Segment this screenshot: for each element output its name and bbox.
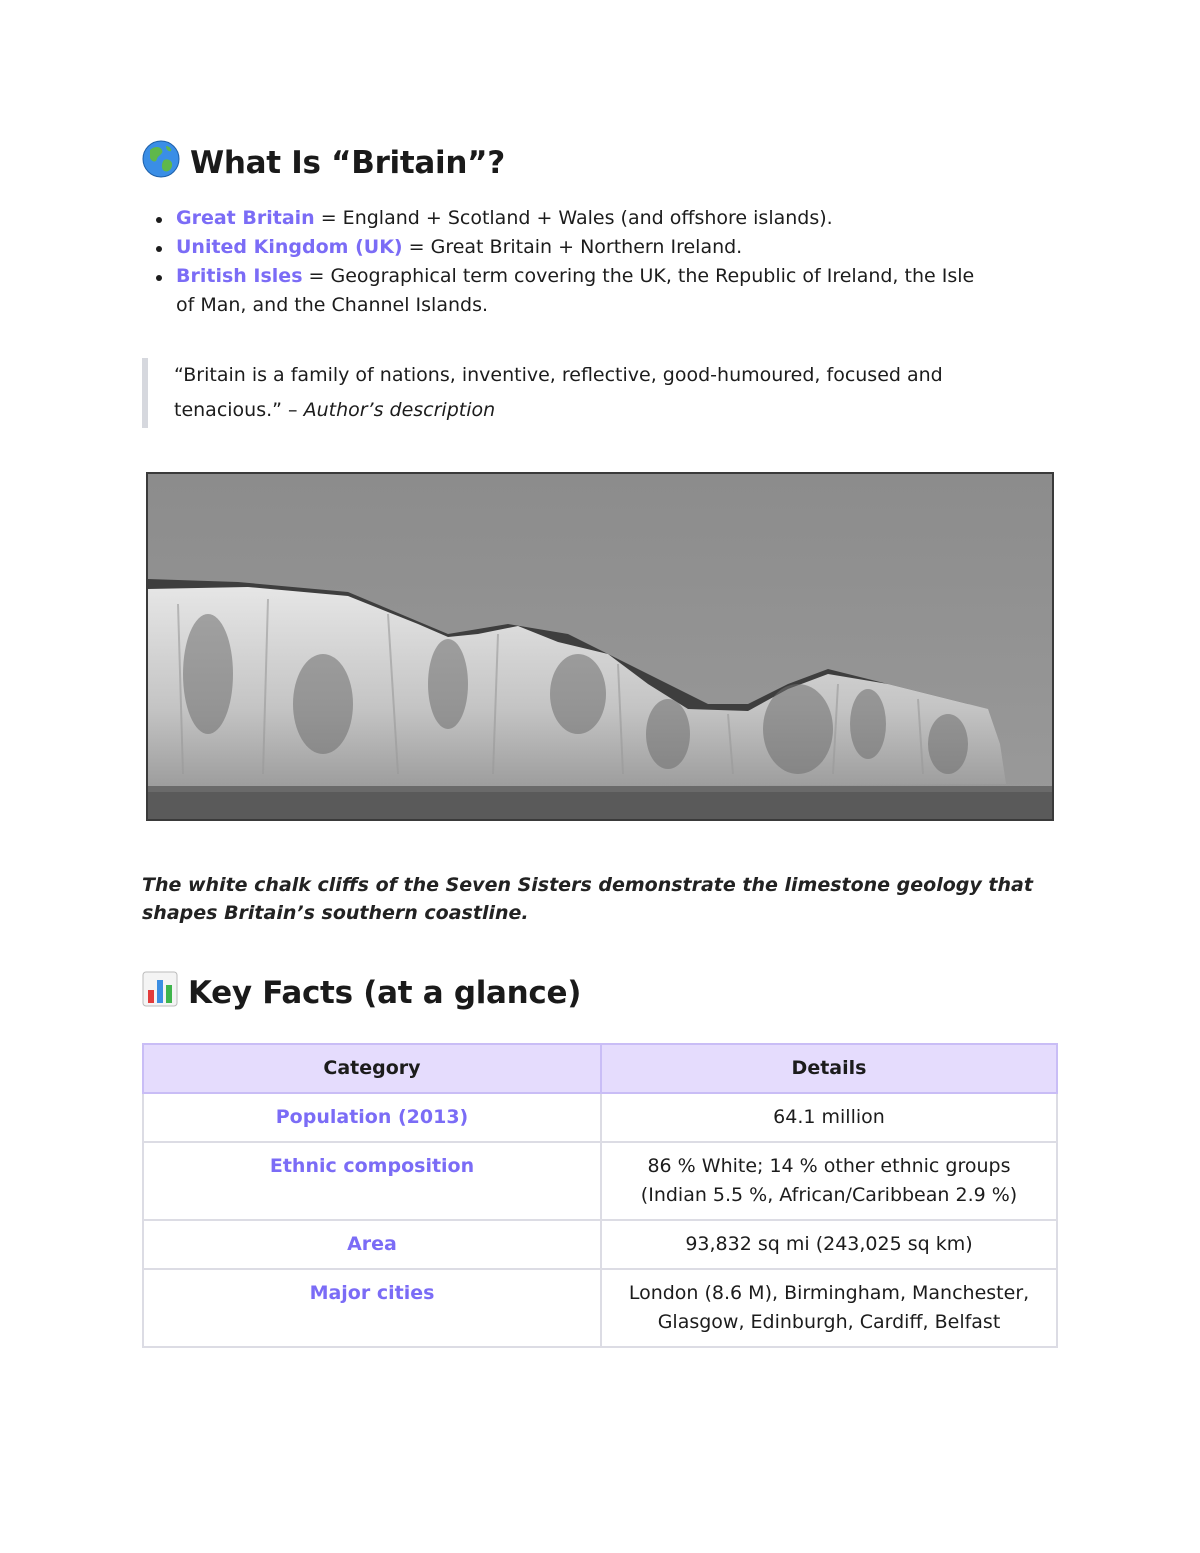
category-cell: Major cities [143, 1269, 601, 1347]
details-line: (Indian 5.5 %, African/Caribbean 2.9 %) [640, 1184, 1018, 1206]
column-header: Category [143, 1044, 601, 1093]
section-title: What Is “Britain”? [190, 145, 505, 181]
term-label: United Kingdom (UK) [176, 236, 403, 258]
definition-list [142, 204, 1058, 320]
category-cell: Population (2013) [143, 1093, 601, 1142]
cliffs-photo [146, 472, 1054, 821]
details-line: London (8.6 M), Birmingham, Manchester, [628, 1282, 1030, 1304]
details-line: 86 % White; 14 % other ethnic groups [647, 1155, 1011, 1177]
details-cell [601, 1093, 1057, 1142]
list-item [176, 262, 976, 320]
table-header-row [143, 1044, 1057, 1093]
table-row [143, 1220, 1057, 1269]
table-row [143, 1142, 1057, 1220]
term-label: British Isles [176, 265, 303, 287]
column-header: Details [601, 1044, 1057, 1093]
list-item [176, 204, 1058, 233]
details-cell [601, 1142, 1057, 1220]
quote-text: “Britain is a family of nations, inventive, reflective, good-humoured, focused and tenacious.” – [174, 364, 943, 421]
quote-attribution: Author’s description [303, 399, 496, 421]
table-row [143, 1269, 1057, 1347]
details-line: Glasgow, Edinburgh, Cardiff, Belfast [657, 1311, 1001, 1333]
term-definition: = Great Britain + Northern Ireland. [402, 236, 743, 258]
details-cell [601, 1269, 1057, 1347]
details-line: 93,832 sq mi (243,025 sq km) [685, 1233, 973, 1255]
table-row [143, 1093, 1057, 1142]
details-cell [601, 1220, 1057, 1269]
list-item [176, 233, 1058, 262]
term-label: Great Britain [176, 207, 315, 229]
photo-caption: The white chalk cliffs of the Seven Sisters demonstrate the limestone geology that shapes Britain’s southern coastline. [142, 874, 1033, 924]
document-page [142, 140, 1058, 1348]
term-definition: = Geographical term covering the UK, the Republic of Ireland, the Isle of Man, and the Channel Islands. [176, 265, 975, 316]
category-cell: Ethnic composition [143, 1142, 601, 1220]
details-line: 64.1 million [773, 1106, 885, 1128]
term-definition: = England + Scotland + Wales (and offshore islands). [314, 207, 833, 229]
section-heading-britain [142, 140, 1058, 186]
key-facts-table [142, 1043, 1058, 1348]
quote-block [142, 358, 1014, 428]
globe-icon [142, 140, 180, 186]
bar-chart-icon [142, 971, 178, 1015]
section-title: Key Facts (at a glance) [188, 975, 582, 1011]
category-cell: Area [143, 1220, 601, 1269]
section-heading-key-facts [142, 971, 1058, 1015]
